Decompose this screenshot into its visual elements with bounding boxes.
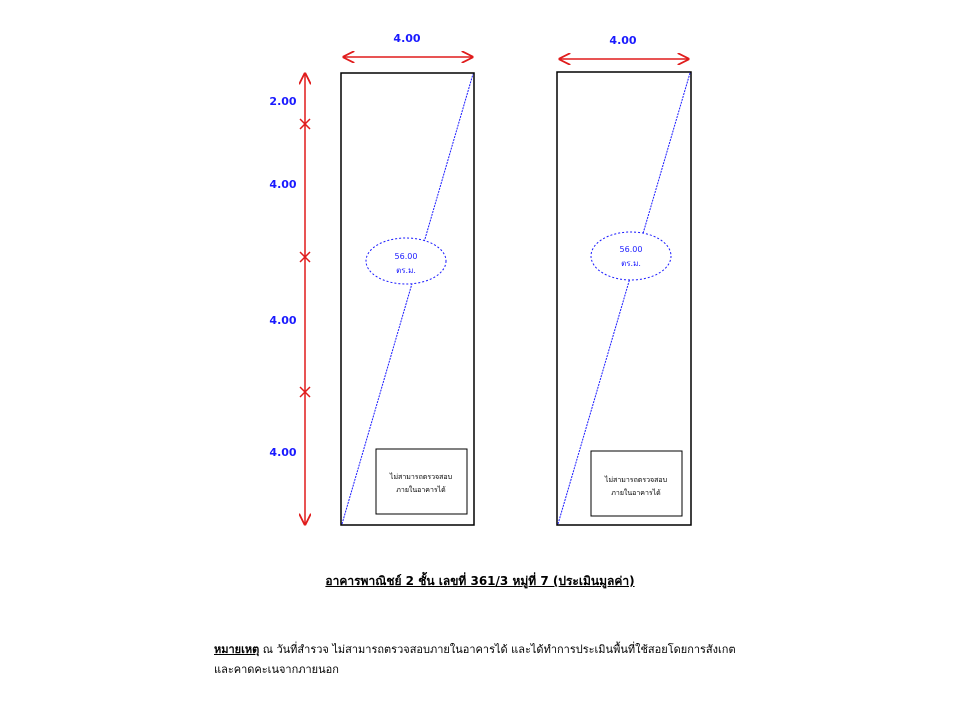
building-1	[341, 73, 474, 525]
building-1-note-line-2: ภายในอาคารได้	[396, 486, 446, 494]
depth-label-1: 2.00	[269, 95, 297, 108]
building-1-note-line-1: ไม่สามารถตรวจสอบ	[389, 473, 453, 481]
remark-note	[214, 640, 754, 680]
depth-label-3: 4.00	[269, 314, 297, 327]
depth-label-2: 4.00	[269, 178, 297, 191]
building-1-area-value: 56.00	[394, 252, 418, 261]
building-2-note-line-1: ไม่สามารถตรวจสอบ	[604, 476, 668, 484]
building-1-width-label: 4.00	[393, 32, 421, 45]
building-1-area-unit: ตร.ม.	[396, 266, 416, 275]
building-2-note-line-2: ภายในอาคารได้	[611, 489, 661, 497]
building-2-area-value: 56.00	[619, 245, 643, 254]
building-2-area-unit: ตร.ม.	[621, 259, 641, 268]
depth-label-4: 4.00	[269, 446, 297, 459]
drawing-caption: อาคารพาณิชย์ 2 ชั้น เลขที่ 361/3 หมู่ที่ 7 (ประเมินมูลค่า)	[325, 574, 635, 588]
building-2	[557, 72, 691, 525]
building-2-width-dimension	[560, 34, 688, 59]
building-1-area-ellipse	[366, 238, 446, 284]
depth-dimension	[269, 74, 310, 524]
remark-label: หมายเหตุ	[214, 643, 260, 656]
building-1-width-dimension	[344, 32, 472, 57]
building-2-area-ellipse	[591, 232, 671, 280]
building-2-width-label: 4.00	[609, 34, 637, 47]
remark-text: ณ วันที่สำรวจ ไม่สามารถตรวจสอบภายในอาคารได้ และได้ทำการประเมินพื้นที่ใช้สอยโดยการสังเกตและคาดคะเนจากภายนอก	[214, 643, 736, 676]
building-1-note-box	[376, 449, 467, 514]
